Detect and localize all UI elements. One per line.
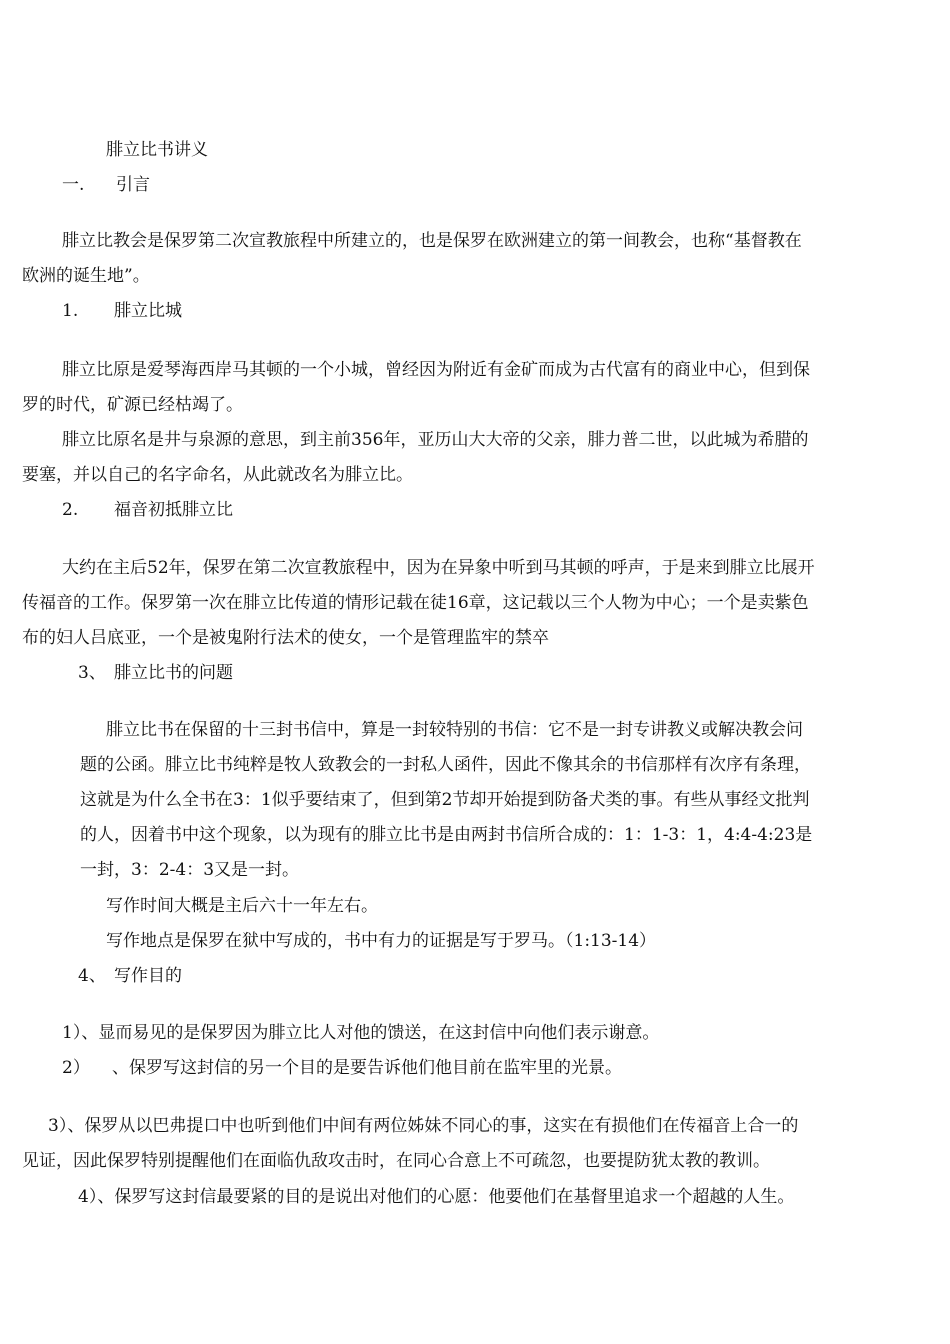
section-heading-introduction: 引言: [116, 175, 150, 195]
paragraph-line: 传福音的工作。保罗第一次在腓立比传道的情形记载在徒16章，这记载以三个人物为中心；一个是卖紫色: [22, 593, 809, 613]
purpose-item-3-line: 见证，因此保罗特别提醒他们在面临仇敌攻击时，在同心合意上不可疏忽，也要提防犹太教的教训。: [22, 1151, 770, 1171]
paragraph-line: 欧洲的诞生地”。: [22, 266, 150, 286]
subsection-heading-book-problem: 腓立比书的问题: [114, 663, 233, 683]
purpose-item-2-number: 2）: [62, 1058, 90, 1078]
paragraph-line: 一封，3：2-4：3又是一封。: [80, 860, 300, 880]
paragraph-line: 这就是为什么全书在3：1似乎要结束了，但到第2节却开始提到防备犬类的事。有些从事经文批判: [80, 790, 810, 810]
paragraph-line: 腓立比书在保留的十三封书信中，算是一封较特别的书信：它不是一封专讲教义或解决教会问: [106, 720, 803, 740]
writing-place: 写作地点是保罗在狱中写成的，书中有力的证据是写于罗马。（1:13-14）: [106, 931, 657, 951]
paragraph-line: 腓立比原名是井与泉源的意思，到主前356年，亚历山大大帝的父亲，腓力普二世，以此城为希腊的: [62, 430, 809, 450]
purpose-item-4: 4）、保罗写这封信最要紧的目的是说出对他们的心愿：他要他们在基督里追求一个超越的人生。: [78, 1187, 795, 1207]
purpose-item-2: 、保罗写这封信的另一个目的是要告诉他们他目前在监牢里的光景。: [112, 1058, 622, 1078]
subsection-number: 1.: [62, 301, 79, 321]
subsection-number: 4、: [78, 966, 106, 986]
paragraph-line: 题的公函。腓立比书纯粹是牧人致教会的一封私人函件，因此不像其余的书信那样有次序有条理，: [80, 755, 811, 775]
paragraph-line: 布的妇人吕底亚，一个是被鬼附行法术的使女，一个是管理监牢的禁卒: [22, 628, 549, 648]
subsection-heading-purpose: 写作目的: [114, 966, 182, 986]
writing-time: 写作时间大概是主后六十一年左右。: [106, 896, 378, 916]
document-title: 腓立比书讲义: [106, 140, 208, 160]
purpose-item-3-line: 3）、保罗从以巴弗提口中也听到他们中间有两位姊妹不同心的事，这实在有损他们在传福音上合一的: [48, 1116, 799, 1136]
subsection-number: 2.: [62, 500, 79, 520]
subsection-heading-gospel-arrival: 福音初抵腓立比: [114, 500, 233, 520]
subsection-heading-philippi-city: 腓立比城: [114, 301, 182, 321]
paragraph-line: 罗的时代，矿源已经枯竭了。: [22, 395, 243, 415]
purpose-item-1: 1）、显而易见的是保罗因为腓立比人对他的馈送，在这封信中向他们表示谢意。: [62, 1023, 660, 1043]
paragraph-line: 的人，因着书中这个现象，以为现有的腓立比书是由两封书信所合成的：1：1-3：1，4:4-4:23是: [80, 825, 813, 845]
paragraph-line: 腓立比教会是保罗第二次宣教旅程中所建立的，也是保罗在欧洲建立的第一间教会，也称“基督教在: [62, 231, 802, 251]
paragraph-line: 腓立比原是爱琴海西岸马其顿的一个小城，曾经因为附近有金矿而成为古代富有的商业中心，但到保: [62, 360, 810, 380]
paragraph-line: 大约在主后52年，保罗在第二次宣教旅程中，因为在异象中听到马其顿的呼声，于是来到腓立比展开: [62, 558, 815, 578]
section-number: 一.: [62, 175, 85, 195]
paragraph-line: 要塞，并以自己的名字命名，从此就改名为腓立比。: [22, 465, 413, 485]
subsection-number: 3、: [78, 663, 106, 683]
